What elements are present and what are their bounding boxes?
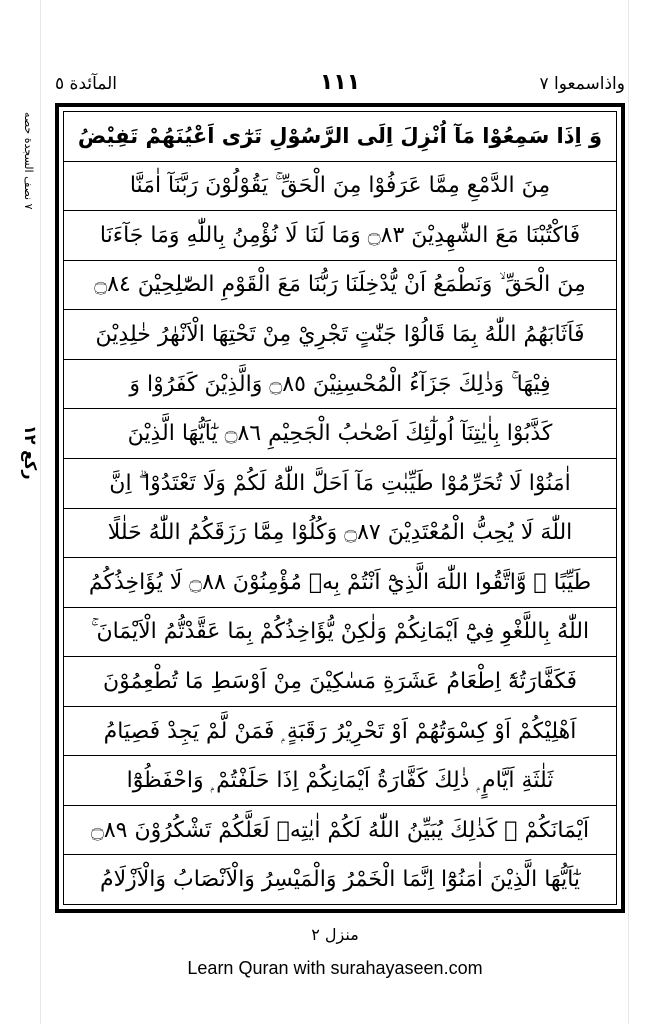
juz-name: واذاسمعوا ٧ bbox=[539, 74, 625, 94]
text-line: فِيْهَا ۚ وَذٰلِكَ جَزَآءُ الْمُحْسِنِيْنَ ۝٨٥ وَالَّذِيْنَ كَفَرُوْا وَ bbox=[64, 360, 616, 410]
text-line: اللّٰهُ بِاللَّغْوِ فِيْٓ اَيْمَانِكُمْ وَلٰكِنْ يُّؤَاخِذُكُمْ بِمَا عَقَّدْتُّمُ الْاَيْمَانَ ۚ bbox=[64, 608, 616, 658]
text-line: فَكَفَّارَتُهٗٓ اِطْعَامُ عَشَرَةِ مَسٰكِيْنَ مِنْ اَوْسَطِ مَا تُطْعِمُوْنَ bbox=[64, 657, 616, 707]
margin-note: ٧ نصف السجدة حصه bbox=[22, 112, 35, 210]
page-number: ١١١ bbox=[319, 70, 361, 95]
text-line: اَهْلِيْكُمْ اَوْ كِسْوَتُهُمْ اَوْ تَحْرِيْرُ رَقَبَةٍ ۭ فَمَنْ لَّمْ يَجِدْ فَصِيَامُ bbox=[64, 707, 616, 757]
text-frame bbox=[63, 111, 617, 905]
text-line: ثَلٰثَةِ اَيَّامٍ ۭ ذٰلِكَ كَفَّارَةُ اَيْمَانِكُمْ اِذَا حَلَفْتُمْ ۭ وَاحْفَظُوْٓا bbox=[64, 756, 616, 806]
text-line: كَذَّبُوْا بِاٰيٰتِنَآ اُولٰٓئِكَ اَصْحٰبُ الْجَحِيْمِ ۝٨٦ يٰٓاَيُّهَا الَّذِيْنَ bbox=[64, 409, 616, 459]
page-margin-line-right bbox=[628, 0, 629, 1024]
surah-name: المآئدة ٥ bbox=[55, 74, 118, 94]
text-line: فَاَثَابَهُمُ اللّٰهُ بِمَا قَالُوْا جَنّٰتٍ تَجْرِيْ مِنْ تَحْتِهَا الْاَنْهٰرُ خٰلِدِيْنَ bbox=[64, 310, 616, 360]
text-line: يٰٓاَيُّهَا الَّذِيْنَ اٰمَنُوْٓا اِنَّمَا الْخَمْرُ وَالْمَيْسِرُ وَالْاَنْصَابُ وَالْاَزْلَامُ bbox=[99, 867, 581, 893]
text-line: وَ اِذَا سَمِعُوْا مَآ اُنْزِلَ اِلَى الرَّسُوْلِ تَرٰٓى اَعْيُنَهُمْ تَفِيْضُ bbox=[64, 112, 616, 162]
manzil-label: منزل ٢ bbox=[311, 925, 359, 944]
text-line: طَيِّبًا ۪ وَّاتَّقُوا اللّٰهَ الَّذِيْٓ اَنْتُمْ بِهٖ مُؤْمِنُوْنَ ۝٨٨ لَا يُؤَاخِذُكُمُ bbox=[64, 558, 616, 608]
text-line: فَاكْتُبْنَا مَعَ الشّٰهِدِيْنَ ۝٨٣ وَمَا لَنَا لَا نُؤْمِنُ بِاللّٰهِ وَمَا جَآءَنَا bbox=[64, 211, 616, 261]
text-line: مِنَ الدَّمْعِ مِمَّا عَرَفُوْا مِنَ الْحَقِّ ۚ يَقُوْلُوْنَ رَبَّنَآ اٰمَنَّا bbox=[64, 162, 616, 212]
text-line: مِنَ الْحَقِّ ۙ وَنَطْمَعُ اَنْ يُّدْخِلَنَا رَبُّنَا مَعَ الْقَوْمِ الصّٰلِحِيْنَ ۝٨٤ bbox=[64, 261, 616, 311]
site-credit: Learn Quran with surahayaseen.com bbox=[187, 958, 483, 978]
ruku-marker: ركع ١٢ bbox=[21, 425, 40, 480]
text-line: اللّٰهَ لَا يُحِبُّ الْمُعْتَدِيْنَ ۝٨٧ وَكُلُوْا مِمَّا رَزَقَكُمُ اللّٰهُ حَلٰلًا bbox=[64, 509, 616, 559]
text-line: اٰمَنُوْا لَا تُحَرِّمُوْا طَيِّبٰتِ مَآ اَحَلَّ اللّٰهُ لَكُمْ وَلَا تَعْتَدُوْا ۗ اِنَّ bbox=[64, 459, 616, 509]
page-header bbox=[55, 70, 625, 100]
page-margin-line-left bbox=[40, 0, 41, 1024]
text-line: اَيْمَانَكُمْ ۭ كَذٰلِكَ يُبَيِّنُ اللّٰهُ لَكُمْ اٰيٰتِهٖ لَعَلَّكُمْ تَشْكُرُوْنَ ۝٨٩ bbox=[64, 806, 616, 856]
